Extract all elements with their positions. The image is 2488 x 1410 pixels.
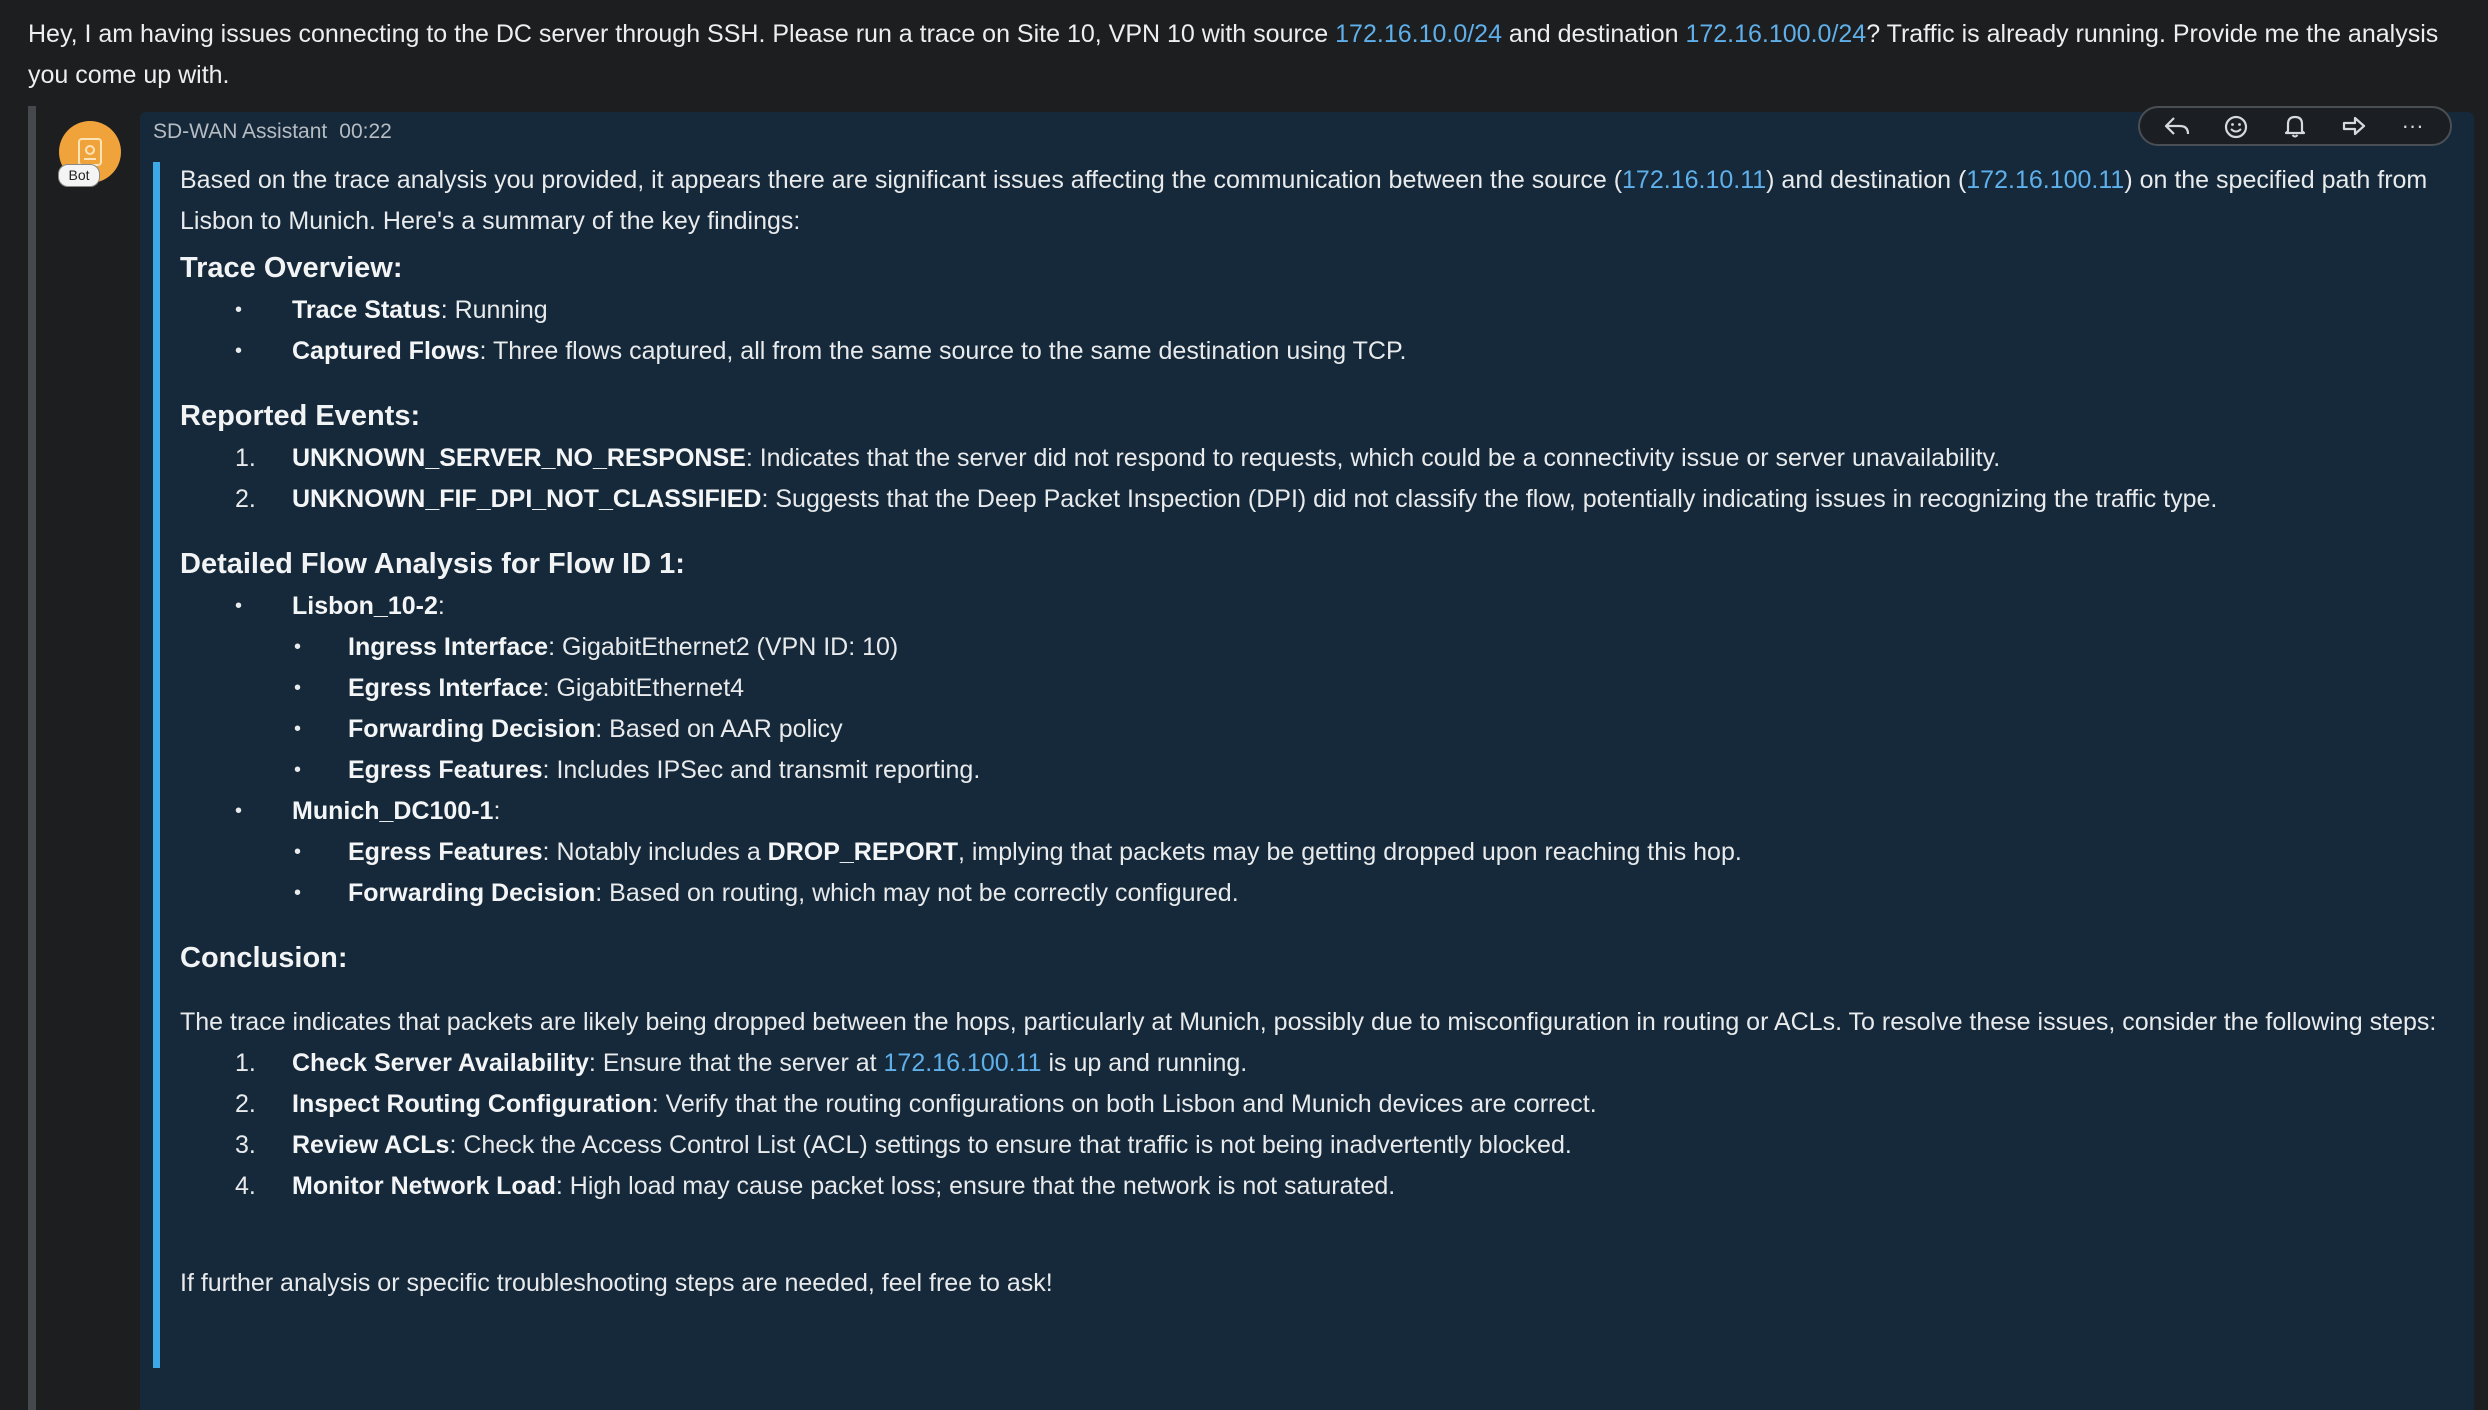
list-item: • Ingress Interface: GigabitEthernet2 (VPN ID: 10): [294, 633, 899, 661]
bot-badge: Bot: [58, 164, 100, 187]
list-item: • Forwarding Decision: Based on routing, which may not be correctly configured.: [294, 879, 1239, 907]
hop-item: • Lisbon_10-2:: [235, 592, 445, 620]
user-message-text: Hey, I am having issues connecting to the DC server through SSH. Please run a trace on Site 10, VPN 10 with source: [28, 20, 1336, 48]
list-item: 1. Check Server Availability: Ensure that the server at 172.16.100.11 is up and running.: [235, 1049, 1248, 1077]
destination-host-link[interactable]: 172.16.100.11: [1966, 166, 2125, 194]
list-item: • Egress Interface: GigabitEthernet4: [294, 674, 745, 702]
conclusion-paragraph: The trace indicates that packets are likely being dropped between the hops, particularly at Munich, possibly due to misconfiguration in routing or ACLs. To resolve these issues, consider the following steps:: [180, 1008, 2437, 1036]
events-list: [180, 438, 2448, 520]
list-item: 1. UNKNOWN_SERVER_NO_RESPONSE: Indicates that the server did not respond to requests, which could be a connectivity issue or server unavailability.: [235, 444, 2001, 472]
list-item: • Captured Flows: Three flows captured, all from the same source to the same destination using TCP.: [235, 337, 1407, 365]
react-button[interactable]: [2216, 108, 2256, 144]
reply-icon: [2164, 115, 2190, 137]
user-message-text: ? Traffic is already running. Provide me the analysis you come up with.: [28, 20, 2439, 89]
sender-name[interactable]: SD-WAN Assistant: [153, 120, 328, 143]
conclusion-heading: Conclusion:: [180, 942, 348, 974]
list-item: • Egress Features: Includes IPSec and transmit reporting.: [294, 756, 981, 784]
steps-list: [180, 1043, 2448, 1207]
user-message-text: and destination: [1501, 20, 1686, 48]
overview-list: [180, 290, 2448, 372]
forward-icon: [2341, 115, 2367, 137]
thread-gutter: [28, 106, 36, 1410]
list-item: • Forwarding Decision: Based on AAR policy: [294, 715, 843, 743]
emoji-icon: [2223, 113, 2249, 139]
closing-paragraph: If further analysis or specific troubleshooting steps are needed, feel free to ask!: [180, 1269, 1053, 1297]
message-toolbar: [2138, 106, 2452, 146]
user-message: [28, 14, 2448, 96]
list-item: 3. Review ACLs: Check the Access Control List (ACL) settings to ensure that traffic is not being inadvertently blocked.: [235, 1131, 1572, 1159]
hop-list: [180, 586, 2448, 914]
quote-bar: [153, 162, 160, 1368]
source-host-link[interactable]: 172.16.10.11: [1622, 166, 1767, 194]
hop-item: • Munich_DC100-1:: [235, 797, 501, 825]
trace-overview-heading: Trace Overview:: [180, 252, 403, 284]
reported-events-heading: Reported Events:: [180, 400, 421, 432]
bell-icon: [2283, 113, 2307, 139]
destination-ip-link[interactable]: 172.16.100.0/24: [1685, 20, 1867, 48]
message-meta: [153, 120, 392, 144]
list-item: • Trace Status: Running: [235, 296, 548, 324]
list-item: 2. UNKNOWN_FIF_DPI_NOT_CLASSIFIED: Suggests that the Deep Packet Inspection (DPI) did not classify the flow, potentially indicating issues in recognizing the traffic type.: [235, 485, 2218, 513]
list-item: • Egress Features: Notably includes a DROP_REPORT, implying that packets may be getting dropped upon reaching this hop.: [294, 838, 1742, 866]
server-ip-link[interactable]: 172.16.100.11: [883, 1049, 1042, 1077]
list-item: 4. Monitor Network Load: High load may cause packet loss; ensure that the network is not saturated.: [235, 1172, 1396, 1200]
remind-button[interactable]: [2275, 108, 2315, 144]
message-time: 00:22: [339, 120, 392, 143]
flow-analysis-heading: Detailed Flow Analysis for Flow ID 1:: [180, 548, 685, 580]
bot-message-content: [180, 160, 2448, 1304]
forward-button[interactable]: [2334, 108, 2374, 144]
reply-button[interactable]: [2157, 108, 2197, 144]
intro-paragraph: Based on the trace analysis you provided, it appears there are significant issues affecting the communication between the source (172.16.10.11) and destination (172.16.100.11) on the specified path from Lisbon to Munich. Here's a summary of the key findings:: [180, 166, 2428, 235]
source-ip-link[interactable]: 172.16.10.0/24: [1335, 20, 1502, 48]
more-options-button[interactable]: ···: [2401, 113, 2424, 138]
list-item: 2. Inspect Routing Configuration: Verify that the routing configurations on both Lisbon and Munich devices are correct.: [235, 1090, 1597, 1118]
